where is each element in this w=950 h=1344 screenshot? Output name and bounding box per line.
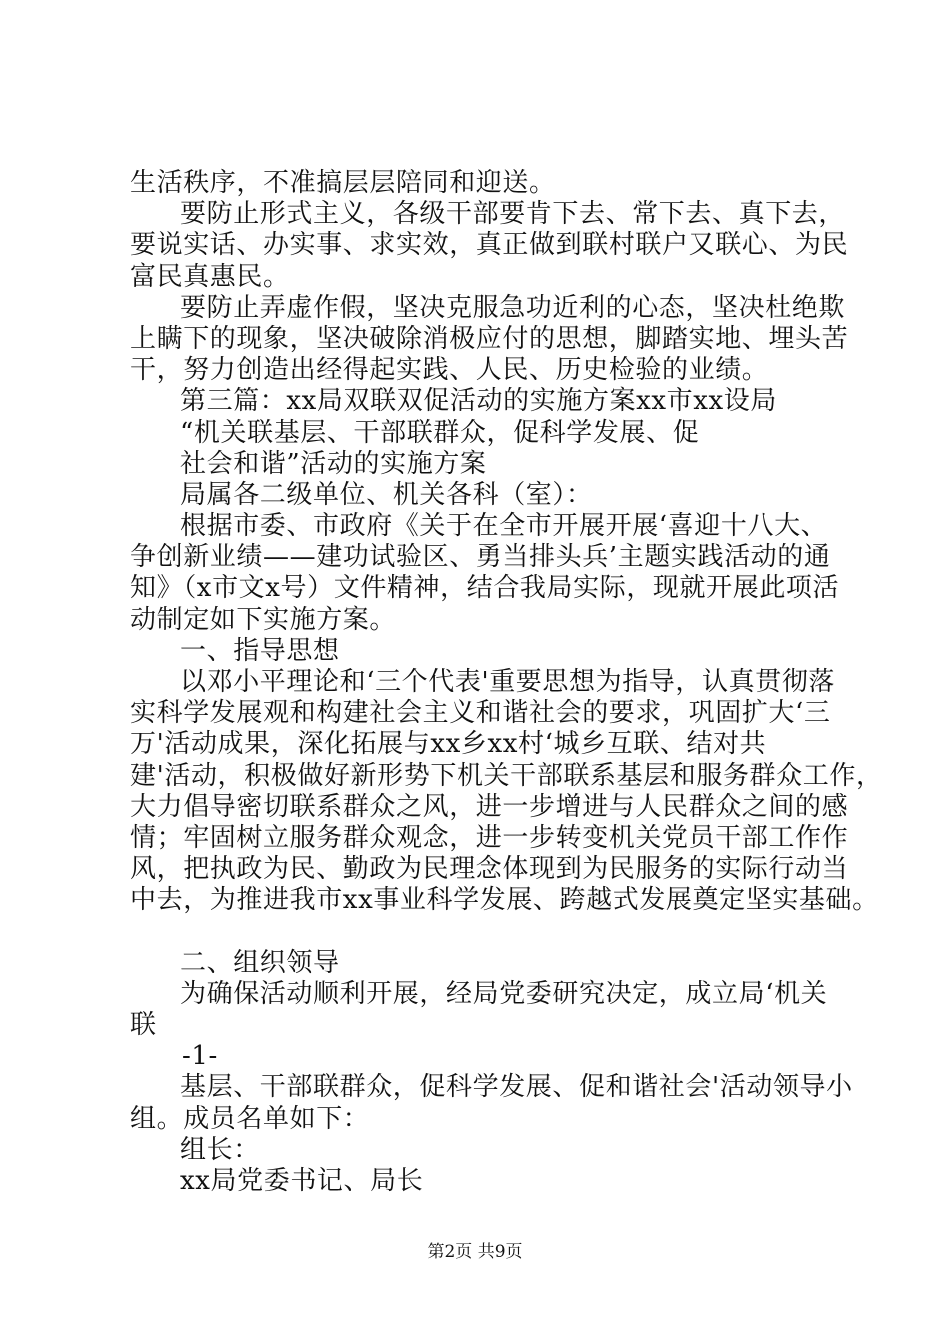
salutation: 局属各二级单位、机关各科（室）： xyxy=(180,479,593,510)
page-number-marker: -1- xyxy=(182,1041,218,1072)
section-title: 社会和谐”活动的实施方案 xyxy=(180,448,487,479)
text-line: 根据市委、市政府《关于在全市开展开展‘喜迎十八大、 xyxy=(180,511,828,542)
text-line: 干，努力创造出经得起实践、人民、历史检验的业绩。 xyxy=(130,355,769,386)
text-line: 动制定如下实施方案。 xyxy=(130,604,397,635)
blank-line xyxy=(130,917,850,948)
section-title: 第三篇：xx局双联双促活动的实施方案xx市xx设局 xyxy=(180,386,777,417)
text-line: 要防止弄虚作假，坚决克服急功近利的心态，坚决杜绝欺 xyxy=(180,292,846,323)
page-footer: 第2页 共9页 xyxy=(427,1242,523,1262)
text-line: 中去，为推进我市xx事业科学发展、跨越式发展奠定坚实基础。 xyxy=(130,885,879,916)
text-line: 知》（x市文x号）文件精神，结合我局实际，现就开展此项活 xyxy=(130,573,840,604)
heading-guiding-thought: 一、指导思想 xyxy=(180,635,340,666)
text-line: 以邓小平理论和‘三个代表'重要思想为指导，认真贯彻落 xyxy=(180,667,836,697)
text-line: 组长： xyxy=(180,1134,260,1165)
text-line: 实科学发展观和构建社会主义和谐社会的要求，巩固扩大‘三 xyxy=(130,698,831,729)
text-line: 基层、干部联群众，促科学发展、促和谐社会'活动领导小 xyxy=(180,1072,853,1103)
text-line: 建'活动，积极做好新形势下机关干部联系基层和服务群众工作， xyxy=(130,760,883,791)
text-line: 生活秩序，不准搞层层陪同和迎送。 xyxy=(130,168,556,198)
text-line: 要防止形式主义，各级干部要肯下去、常下去、真下去， xyxy=(180,199,846,230)
text-line: 情；牢固树立服务群众观念，进一步转变机关党员干部工作作 xyxy=(130,822,849,853)
text-line: 上瞒下的现象，坚决破除消极应付的思想，脚踏实地、埋头苦 xyxy=(130,323,849,354)
text-line: xx局党委书记、局长 xyxy=(180,1166,424,1196)
section-title: “机关联基层、干部联群众，促科学发展、促 xyxy=(180,417,700,448)
document-body xyxy=(130,168,883,1197)
text-line: 组。成员名单如下： xyxy=(130,1103,370,1134)
text-line: 大力倡导密切联系群众之风，进一步增进与人民群众之间的感 xyxy=(130,791,849,822)
text-line: 富民真惠民。 xyxy=(130,261,290,292)
text-line: 为确保活动顺利开展，经局党委研究决定，成立局‘机关 xyxy=(180,978,828,1009)
text-line: 风，把执政为民、勤政为民理念体现到为民服务的实际行动当 xyxy=(130,854,849,885)
heading-organization: 二、组织领导 xyxy=(180,947,340,978)
text-line: 万'活动成果，深化拓展与xx乡xx村‘城乡互联、结对共 xyxy=(130,729,767,760)
text-line: 争创新业绩——建功试验区、勇当排头兵’主题实践活动的通 xyxy=(130,542,831,573)
text-line: 联 xyxy=(130,1010,157,1041)
text-line: 要说实话、办实事、求实效，真正做到联村联户又联心、为民 xyxy=(130,230,849,261)
